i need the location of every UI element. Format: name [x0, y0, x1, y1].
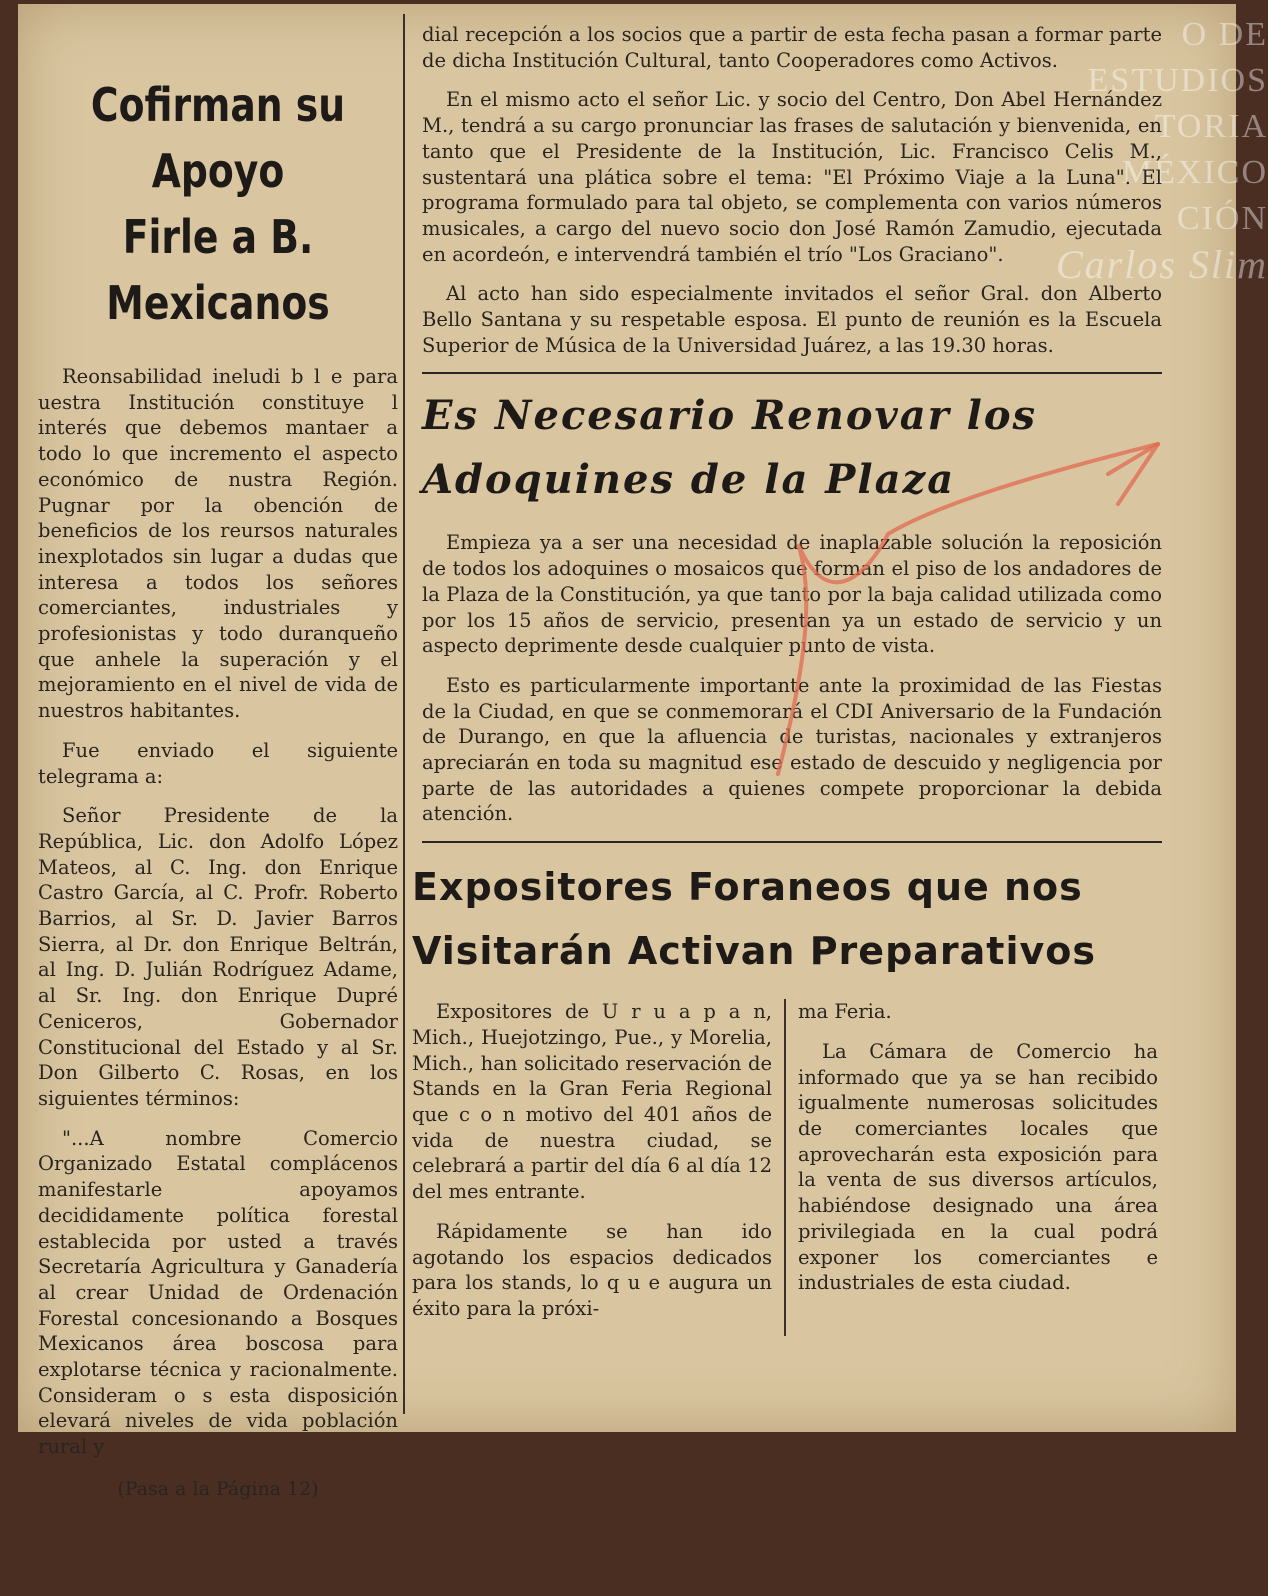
article-paragraph: Esto es particularmente importante ante la proximidad de las Fiestas de la Ciudad, en que se conmemorará el CDI Aniversario de la Fundación de Durango, en que la afluencia de turistas, nacionales y extranjeros apreciarán en toda su magnitud ese estado de descuido y negligencia por parte de las autoridades a quienes compete proporcionar la debida atención.: [422, 673, 1162, 826]
left-article: [38, 62, 398, 1500]
left-article-paragraph: "...A nombre Comercio Organizado Estatal complácenos manifestarle apoyamos decididamente política forestal establecida por usted a través Secretaría Agricultura y Ganadería al crear Unidad de Ordenación Forestal concesionando a Bosques Mexicanos área boscosa para explotarse técnica y racionalmente. Consideram o s esta disposición elevará niveles de vida población rural y: [38, 1126, 398, 1459]
left-article-paragraph: Reonsabilidad ineludi b l e para uestra Institución constituye l interés que debemos mantaer a todo lo que incremento el aspecto económico de nustra Región. Pugnar por la obención de beneficios de los reursos naturales inexplotados sin lugar a dudas que interesa a todos los señores comerciantes, industriales y profesionistas y todo duranqueño que anhele la superación y el mejoramiento en el nivel de vida de nuestros habitantes.: [38, 365, 398, 723]
headline-line: Es Necesario Renovar los: [422, 392, 1038, 440]
article-paragraph: dial recepción a los socios que a partir de esta fecha pasan a formar parte de dicha Institución Cultural, tanto Cooperadores como Activos.: [422, 23, 1162, 72]
article-paragraph: Al acto han sido especialmente invitados el señor Gral. don Alberto Bello Santana y su respetable esposa. El punto de reunión es la Escuela Superior de Música de la Universidad Juárez, a las 19.30 horas.: [422, 282, 1162, 357]
watermark-line: TORIA: [1154, 108, 1268, 145]
article-subcolumn: [412, 999, 772, 1335]
top-right-article: [422, 22, 1162, 358]
headline-line: Visitarán Activan Preparativos: [412, 929, 1096, 974]
plaza-article-headline: [422, 384, 1162, 512]
left-article-paragraph: Señor Presidente de la República, Lic. don Adolfo López Mateos, al C. Ing. don Enrique Castro García, al C. Profr. Roberto Barrios, al Sr. D. Javier Barros Sierra, al Dr. don Enrique Beltrán, al Ing. D. Julián Rodríguez Adame, al Sr. Ing. don Enrique Dupré Ceniceros, Gobernador Constitucional del Estado y al Sr. Don Gilberto C. Rosas, en los siguientes términos:: [38, 804, 398, 1110]
section-divider: [422, 841, 1162, 843]
article-paragraph: Rápidamente se han ido agotando los espacios dedicados para los stands, lo q u e augura un éxito para la próxi-: [412, 1219, 772, 1320]
plaza-article: [422, 384, 1162, 827]
expositores-article: [412, 855, 1162, 1335]
right-column: [412, 22, 1162, 1336]
headline-line: Firle a B. Mexicanos: [106, 210, 330, 330]
left-article-paragraph: Fue enviado el siguiente telegrama a:: [38, 738, 398, 788]
watermark-line: O DE: [1181, 16, 1268, 53]
column-divider: [784, 999, 786, 1335]
article-paragraph: Empieza ya a ser una necesidad de inaplazable solución la reposición de todos los adoquines o mosaicos que forman el piso de los andadores de la Plaza de la Constitución, ya que tanto por la baja calidad utilizada como por los 15 años de servicio, presentan ya un estado de servicio y un aspecto deprimente desde cualquier punto de vista.: [422, 531, 1162, 658]
article-paragraph: La Cámara de Comercio ha informado que ya se han recibido igualmente numerosas solicitudes de comerciantes locales que aprovecharán esta exposición para la venta de sus diversos artículos, habiéndose designado una área privilegiada en la cual podrá exponer los comerciantes e industriales de esta ciudad.: [798, 1039, 1158, 1295]
column-divider: [403, 14, 405, 1414]
article-paragraph: ma Feria.: [798, 1000, 892, 1024]
headline-line: Expositores Foraneos que nos: [412, 865, 1083, 910]
expositores-article-headline: [412, 855, 1162, 983]
newspaper-clipping: [18, 4, 1268, 1500]
left-article-headline: [70, 72, 365, 336]
headline-line: Cofirman su Apoyo: [90, 78, 346, 198]
article-paragraph: En el mismo acto el señor Lic. y socio del Centro, Don Abel Hernández M., tendrá a su cargo pronunciar las frases de salutación y bienvenida, en tanto que el Presidente de la Institución, Lic. Francisco Celis M., sustentará una plática sobre el tema: "El Próximo Viaje a la Luna". El programa formulado para tal objeto, se complementa con varios números musicales, a cargo del nuevo socio don José Ramón Zamudio, ejecutada en acordeón, e intervendrá también el trío "Los Graciano".: [422, 88, 1162, 266]
watermark-signature: Carlos Slim: [1055, 242, 1268, 287]
article-subcolumn: [798, 999, 1158, 1335]
headline-line: Adoquines de la Plaza: [422, 456, 956, 504]
article-paragraph: Expositores de U r u a p a n, Mich., Huejotzingo, Pue., y Morelia, Mich., han solicitado reservación de Stands en la Gran Feria Regional que c o n motivo del 401 años de vida de nuestra ciudad, se celebrará a partir del día 6 al día 12 del mes entrante.: [412, 1000, 772, 1204]
watermark-line: CIÓN: [1176, 200, 1268, 237]
article-columns: [412, 999, 1164, 1335]
section-divider: [422, 372, 1162, 374]
watermark-line: ESTUDIOS: [1087, 62, 1268, 99]
continuation-note: (Pasa a la Página 12): [117, 1477, 319, 1500]
watermark-line: MÉXICO: [1121, 154, 1268, 191]
